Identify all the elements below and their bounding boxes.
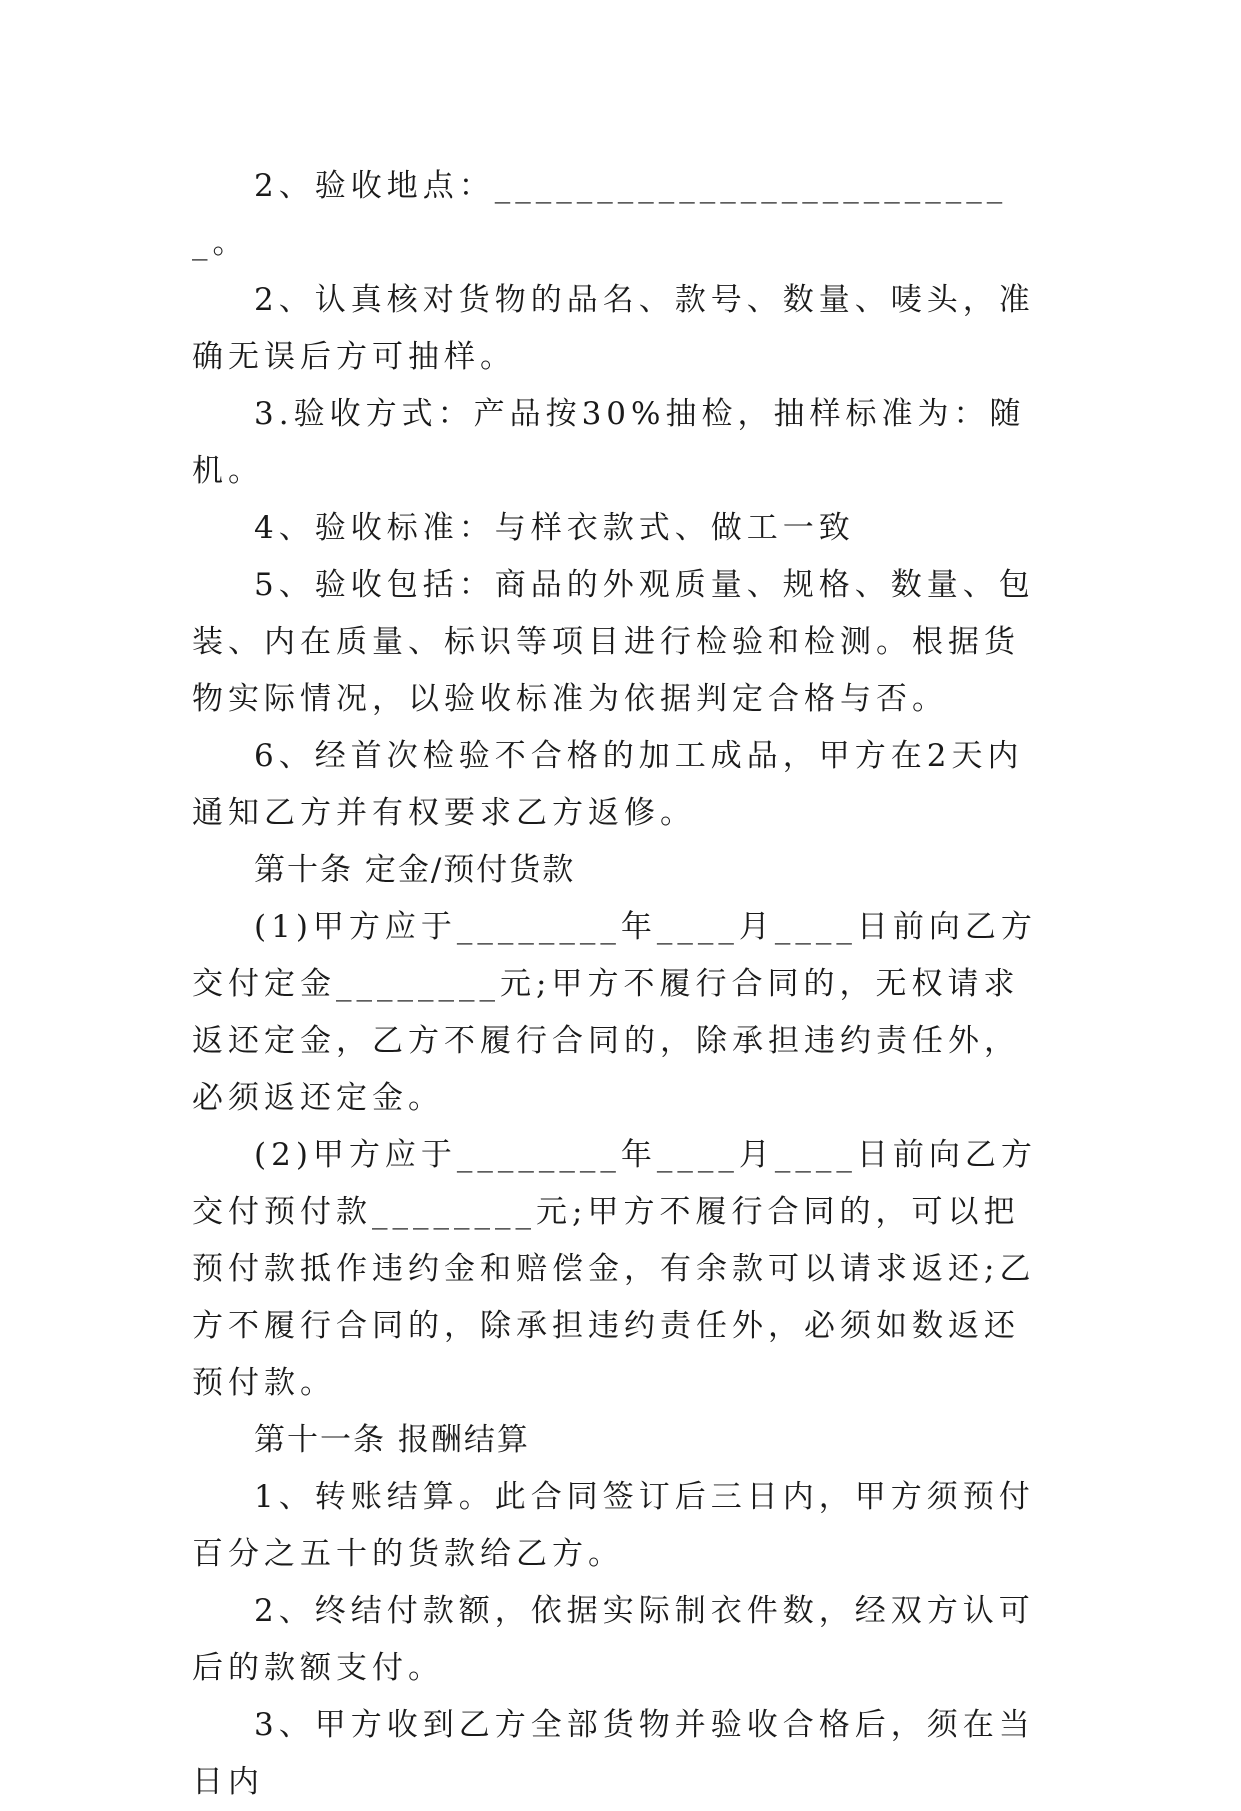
paragraph-acceptance-scope: 5、验收包括：商品的外观质量、规格、数量、包装、内在质量、标识等项目进行检验和检测。根据货物实际情况，以验收标准为依据判定合格与否。 bbox=[192, 567, 1035, 717]
paragraph-acceptance-standard: 4、验收标准：与样衣款式、做工一致 bbox=[254, 510, 855, 546]
paragraph-acceptance-location: 2、验收地点：__________________________。 bbox=[192, 168, 1008, 261]
paragraph-prepayment: (2)甲方应于________年____月____日前向乙方交付预付款________元;甲方不履行合同的，可以把预付款抵作违约金和赔偿金，有余款可以请求返还;乙方不履行合同的，除承担违约责任外，必须如数返还预付款。 bbox=[192, 1137, 1037, 1401]
paragraph-acceptance-method: 3.验收方式：产品按30%抽检，抽样标准为：随机。 bbox=[192, 396, 1026, 489]
paragraph-transfer-settlement: 1、转账结算。此合同签订后三日内，甲方须预付百分之五十的货款给乙方。 bbox=[192, 1479, 1035, 1572]
paragraph-rework-notice: 6、经首次检验不合格的加工成品，甲方在2天内通知乙方并有权要求乙方返修。 bbox=[192, 738, 1024, 831]
paragraph-receipt-payment: 3、甲方收到乙方全部货物并验收合格后，须在当日内 bbox=[192, 1707, 1035, 1800]
paragraph-final-payment: 2、终结付款额，依据实际制衣件数，经双方认可后的款额支付。 bbox=[192, 1593, 1035, 1686]
paragraph-deposit: (1)甲方应于________年____月____日前向乙方交付定金________元;甲方不履行合同的，无权请求返还定金，乙方不履行合同的，除承担违约责任外，必须返还定金。 bbox=[192, 909, 1037, 1116]
clause-title-10: 第十条 定金/预付货款 bbox=[254, 852, 576, 888]
clause-title-11: 第十一条 报酬结算 bbox=[254, 1422, 530, 1458]
paragraph-verify-goods: 2、认真核对货物的品名、款号、数量、唛头，准确无误后方可抽样。 bbox=[192, 282, 1035, 375]
